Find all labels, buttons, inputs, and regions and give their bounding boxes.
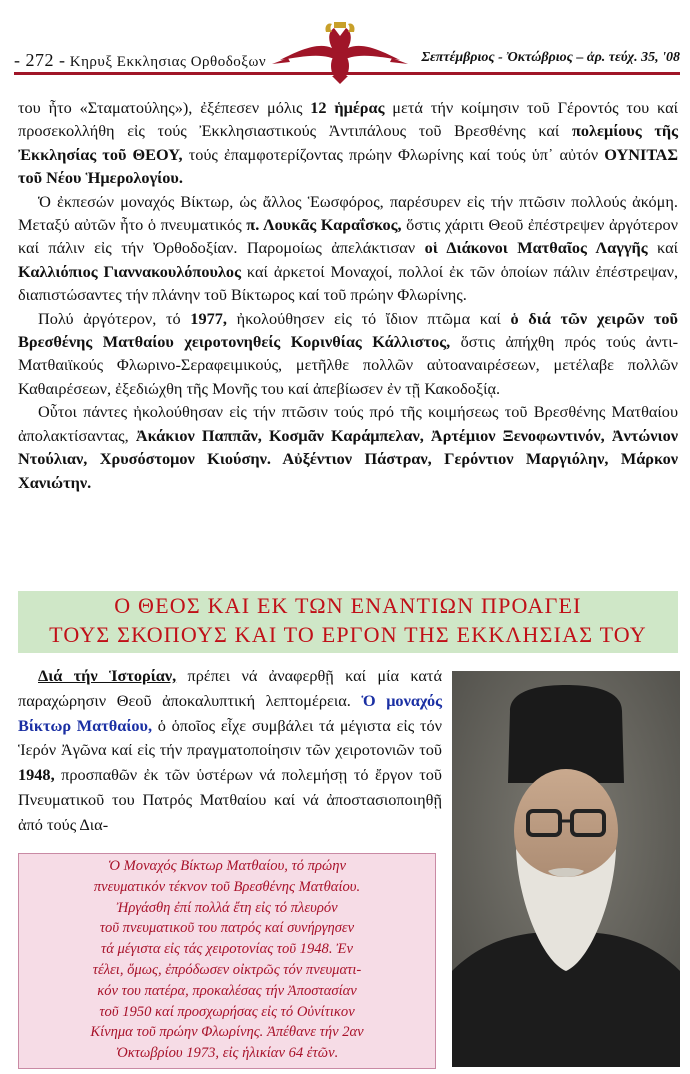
text-run: Οὗτοι πάντες ἠκολούθησαν εἰς τήν πτῶσιν τούς πρό τῆς κοιμήσεως τοῦ Βρεσθένης Ματθαίου ἀπολακτίσαντας, xyxy=(18,402,678,445)
paragraph-5 xyxy=(18,664,442,838)
text-run: Ὁ ἐκπεσών μοναχός Βίκτωρ, ὡς ἄλλος Ἑωσφόρος, παρέσυρεν εἰς τήν πτῶσιν πολλούς ἀκόμη. Μεταξύ αὐτῶν ἦτο ὁ πνευματικός xyxy=(18,191,678,235)
bold-run: Καλλιόπιος Γιαννακουλόπουλος xyxy=(18,261,241,281)
text-run: ὁ ὁποῖος εἶχε συμβάλει τά μέγιστα εἰς τόν Ἱερόν Ἀγῶνα καί εἰς τήν πραγματοποίησιν τῶν χειροτονιῶν τοῦ xyxy=(18,715,443,760)
article-text xyxy=(18,96,678,494)
journal-title: Κηρυξ Εκκλησιας Ορθοδοξων xyxy=(69,54,267,70)
underlined-run: Διά τήν Ἱστορίαν, xyxy=(38,666,177,685)
monk-portrait-photo xyxy=(452,671,680,1067)
paragraph-4 xyxy=(18,400,678,494)
banner-line-2: ΤΟΥΣ ΣΚΟΠΟΥΣ ΚΑΙ ΤΟ ΕΡΓΟΝ ΤΗΣ ΕΚΚΛΗΣΙΑΣ ΤΟΥ xyxy=(49,622,647,647)
text-run: του ἦτο «Σταματούλης»), ἐξέπεσεν μόλις xyxy=(18,98,311,117)
photo-caption xyxy=(18,853,436,1069)
caption-line: Κίνημα τοῦ πρώην Φλωρίνης. Ἀπέθανε τήν 2αν xyxy=(90,1024,364,1041)
bold-run: 12 ἡμέρας xyxy=(310,98,385,117)
text-run: μετά τήν κοίμησιν τοῦ Γέροντός του καί προσεκολλήθη εἰς τούς Ἐκκλησιαστικούς Ἀντιπάλους τοῦ Βρεσθένης καί xyxy=(18,98,678,141)
bold-run: ὁ διά τῶν χειρῶν τοῦ Βρεσθένης Ματθαίου χειροτονηθείς Κορινθίας Κάλλιστος, xyxy=(18,308,678,352)
name-highlight: Ὁ μοναχός Βίκτωρ Ματθαίου, xyxy=(18,690,442,735)
column-text xyxy=(18,664,442,838)
caption-line: τοῦ 1950 καί προσχωρήσας εἰς τό Οὐνίτικον xyxy=(99,1003,355,1020)
paragraph-3 xyxy=(18,307,678,401)
caption-line: τέλει, ὅμως, ἐπρόδωσεν οἰκτρῶς τόν πνευματι- xyxy=(92,961,362,978)
bold-run: π. Λουκᾶς Καραΐσκος, xyxy=(246,215,402,235)
bold-run: Ἀκάκιον Παππᾶν, Κοσμᾶν Καράμπελαν, Ἀρτέμιον Ξενοφωντινόν, Ἀντώνιον Ντούλιαν, Χρυσόστομον Κιούσην. Αὐξέντιον Πάστραν, Γερόντιον Μαργιόλην, Μάρκον Χανιώτην. xyxy=(18,425,678,492)
text-run: τούς ἐπαμφοτερίζοντας πρώην Φλωρίνης καί τούς ὑπ᾽ αὐτόν xyxy=(182,144,605,164)
banner-line-1: Ο ΘΕΟΣ ΚΑΙ ΕΚ ΤΩΝ ΕΝΑΝΤΙΩΝ ΠΡΟΑΓΕΙ xyxy=(114,593,582,618)
text-run: καί xyxy=(647,238,678,258)
text-run: ὅστις ἀπήχθη πρός τούς ἀντι-Ματθαιϊκούς Φλωρινο-Σεραφειμικούς, μετῆλθε πολλῶν αὐτοαναιρέσεων, μετέλαβε πολλῶν Καθαιρέσεων, ἐξεδιώχθη τῆς Μονῆς του καί ἀπεβίωσεν ἐν τῇ Κακοδοξίᾳ. xyxy=(18,332,679,398)
double-headed-eagle-icon xyxy=(270,22,410,84)
caption-line: Ὁ Μοναχός Βίκτωρ Ματθαίου, τό πρώην xyxy=(108,858,346,874)
caption-line: τοῦ πνευματικοῦ του πατρός καί συνήργησεν xyxy=(99,920,355,937)
bold-run: 1948, xyxy=(18,765,55,785)
text-run: Πολύ ἀργότερον, τό xyxy=(38,308,191,328)
caption-line: πνευματικόν τέκνον τοῦ Βρεσθένης Ματθαίου. xyxy=(93,878,361,895)
bold-run: ΟΥΝΙΤΑΣ τοῦ Νέου Ἡμερολογίου. xyxy=(18,144,678,188)
issue-info: Σεπτέμβριος - Ὀκτώβριος – ἀρ. τεύχ. 35, '08 xyxy=(421,50,680,65)
caption-line: Ἠργάσθη ἐπί πολλά ἔτη εἰς τό πλευρόν xyxy=(116,899,338,916)
paragraph-2 xyxy=(18,190,678,307)
caption-line: Ὀκτωβρίου 1973, εἰς ἡλικίαν 64 ἐτῶν. xyxy=(115,1045,339,1062)
text-run: ἠκολούθησεν εἰς τό ἴδιον πτῶμα καί xyxy=(226,308,511,328)
bold-run: πολεμίους τῆς Ἐκκλησίας τοῦ ΘΕΟΥ, xyxy=(18,121,678,164)
text-run: ὅστις χάριτι Θεοῦ ἐπέστρεψεν ἀργότερον καί πάλιν εἰς τήν Ὀρθοδοξίαν. Παρομοίως ἀπελάκτισαν xyxy=(18,215,678,258)
bold-run: 1977, xyxy=(190,308,227,328)
portrait-image xyxy=(452,671,680,1067)
paragraph-1 xyxy=(18,96,678,190)
page-number: - 272 - xyxy=(14,50,66,70)
header-left xyxy=(14,50,266,71)
bold-run: οἱ Διάκονοι Ματθαῖος Λαγγῆς xyxy=(424,238,648,258)
caption-line: κόν του πατέρα, προκαλέσας τήν Ἀποστασίαν xyxy=(97,982,357,999)
section-banner xyxy=(18,591,678,653)
text-run: προσπαθῶν ἐκ τῶν ὑστέρων νά πολεμήσῃ τό ἔργον τοῦ Πνευματικοῦ του Πατρός Ματθαίου καί νά ἀποστασιοποιηθῇ ἀπό τούς Δια- xyxy=(18,765,442,834)
text-run: καί ἀρκετοί Μοναχοί, πολλοί ἐκ τῶν ὁποίων πάλιν ἐπέστρεψαν, διαπιστώσαντες τήν πλάνην τοῦ Βίκτωρος καί τοῦ πρώην Φλωρίνης. xyxy=(18,261,679,305)
text-run: πρέπει νά ἀναφερθῇ καί μία κατά παραχώρησιν Θεοῦ ἀποκαλυπτική λεπτομέρεια. xyxy=(18,666,442,710)
caption-line: τά μέγιστα εἰς τάς χειροτονίας τοῦ 1948. Ἐν xyxy=(101,941,353,958)
